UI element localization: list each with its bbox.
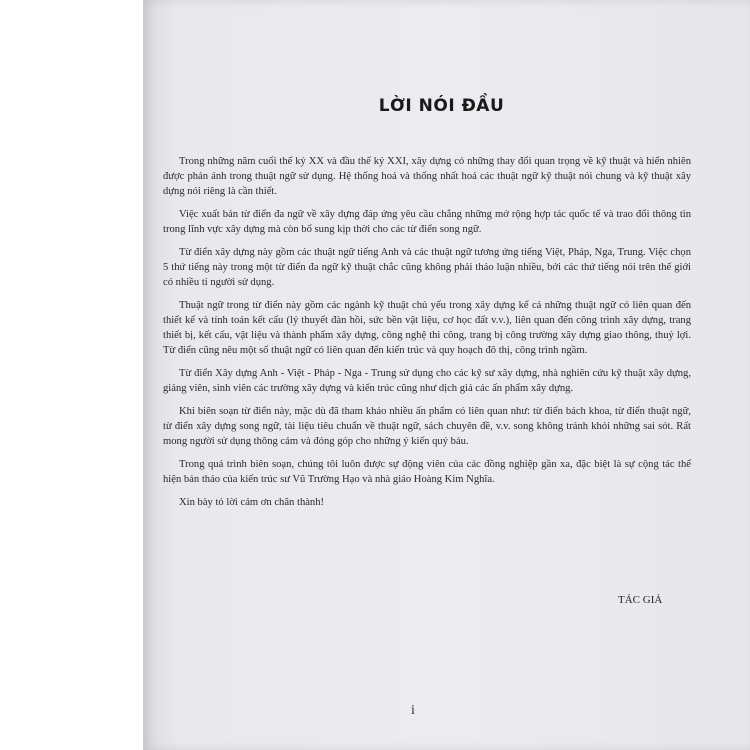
paragraph: Từ điển xây dựng này gồm các thuật ngữ tiếng Anh và các thuật ngữ tương ứng tiếng Việt, Pháp, Nga, Trung. Việc chọn 5 thứ tiếng này trong một từ điển đa ngữ kỹ thuật chắc cũng không phải thảo luận nhiều, bởi các thứ tiếng nói trên thế giới có nhiều tỉ người sử dụng. [163, 247, 691, 288]
preface-body [163, 154, 691, 518]
paragraph: Trong quá trình biên soạn, chúng tôi luôn được sự động viên của các đồng nghiệp gần xa, đặc biệt là sự cộng tác thể hiện bản thảo của kiến trúc sư Vũ Trường Hạo và nhà giáo Hoàng Kim Nghĩa. [163, 459, 691, 485]
paragraph: Xin bày tỏ lời cảm ơn chân thành! [179, 497, 325, 508]
paragraph: Trong những năm cuối thế kỷ XX và đầu thế kỷ XXI, xây dựng có những thay đổi quan trọng về kỹ thuật và hiển nhiên được phản ánh trong thuật ngữ sử dụng. Hệ thống hoá và thống nhất hoá các thuật ngữ kỹ thuật nói chung và kỹ thuật xây dựng nói riêng là cần thiết. [163, 156, 691, 197]
paragraph: Việc xuất bản từ điển đa ngữ về xây dựng đáp ứng yêu cầu chẳng những mở rộng hợp tác quốc tế và trao đổi thông tin trong lĩnh vực xây dựng mà còn bổ sung kịp thời cho các từ điển song ngữ. [163, 209, 691, 235]
author-signature: TÁC GIẢ [618, 594, 663, 606]
page-title: LỜI NÓI ĐẦU [378, 96, 505, 116]
page-number: i [411, 703, 415, 718]
paragraph: Từ điển Xây dựng Anh - Việt - Pháp - Nga - Trung sử dụng cho các kỹ sư xây dựng, nhà nghiên cứu kỹ thuật xây dựng, giảng viên, sinh viên các trường xây dựng và kiến trúc cũng như dịch giả các ấn phẩm xây dựng. [163, 368, 691, 394]
paragraph: Thuật ngữ trong từ điển này gồm các ngành kỹ thuật chủ yếu trong xây dựng kể cả những thuật ngữ có liên quan đến thiết kế và tính toán kết cấu (lý thuyết đàn hồi, sức bền vật liệu, cơ học đất v.v.), liên quan đến công trình xây dựng, trang thiết bị, kết cấu, vật liệu và thành phẩm xây dựng, công nghệ thi công, trang bị công trường xây dựng giao thông, thuỷ lợi. Từ điển cũng nêu một số thuật ngữ có liên quan đến kiến trúc và quy hoạch đô thị, công trình ngầm. [163, 300, 691, 356]
paragraph: Khi biên soạn từ điển này, mặc dù đã tham khảo nhiều ấn phẩm có liên quan như: từ điển bách khoa, từ điển thuật ngữ, từ điển xây dựng song ngữ, tài liệu tiêu chuẩn về thuật ngữ, sách chuyên đề, v.v. song không tránh khỏi những sai sót. Rất mong người sử dụng thông cảm và đóng góp cho những ý kiến quý báu. [163, 406, 691, 447]
book-page [143, 0, 750, 750]
